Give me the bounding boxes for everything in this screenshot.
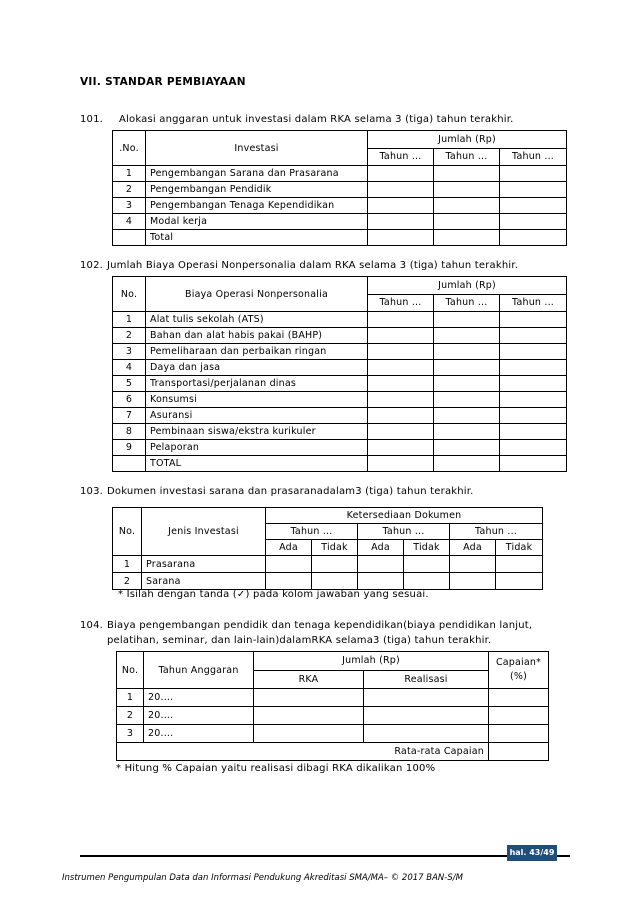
q104-table [116,651,549,761]
table-row-no: 8 [113,424,146,440]
table-row-item: Alat tulis sekolah (ATS) [146,312,368,328]
input-cell[interactable] [434,230,500,246]
input-cell[interactable] [434,360,500,376]
q102-header-year-1: Tahun ... [368,294,434,312]
input-cell[interactable] [500,424,567,440]
input-cell[interactable] [364,689,489,707]
input-cell[interactable] [368,344,434,360]
q102-header-year-3: Tahun ... [500,294,567,312]
input-cell[interactable] [254,725,364,743]
q102-table [112,276,567,472]
check-cell[interactable] [312,556,358,573]
q102-header-jumlah: Jumlah (Rp) [368,277,567,295]
table-row-no: 1 [113,166,146,182]
check-cell[interactable] [450,573,496,590]
table-row-no: 1 [117,689,144,707]
q101-header-jumlah: Jumlah (Rp) [368,131,567,149]
input-cell[interactable] [500,166,567,182]
q102-number: 102. [80,260,104,271]
q102-header-no: No. [113,277,146,312]
table-row-no: 6 [113,392,146,408]
q104-header-realisasi: Realisasi [364,670,489,689]
q104-header-capaian [489,652,549,689]
table-row-item: 20.... [144,725,254,743]
input-cell[interactable] [434,344,500,360]
q101-table [112,130,567,246]
input-cell[interactable] [500,230,567,246]
check-cell[interactable] [358,573,404,590]
input-cell[interactable] [500,456,567,472]
table-row-item: Pengembangan Tenaga Kependidikan [146,198,368,214]
table-row-no: 4 [113,360,146,376]
q104-header-capaian-line2: (%) [509,671,528,682]
table-row-no: 4 [113,214,146,230]
q104-header-no: No. [117,652,144,689]
input-cell[interactable] [368,182,434,198]
q101-text: Alokasi anggaran untuk investasi dalam RKA selama 3 (tiga) tahun terakhir. [119,114,514,125]
table-row-item: Pemeliharaan dan perbaikan ringan [146,344,368,360]
q103-header-tidak: Tidak [496,540,543,556]
input-cell[interactable] [368,360,434,376]
section-title: VII. STANDAR PEMBIAYAAN [80,76,246,88]
input-cell[interactable] [489,743,549,761]
check-cell[interactable] [496,556,543,573]
input-cell[interactable] [434,376,500,392]
q102-text: Jumlah Biaya Operasi Nonpersonalia dalam RKA selama 3 (tiga) tahun terakhir. [107,260,519,271]
q101-header-item: Investasi [146,131,368,166]
q104-number: 104. [80,620,104,631]
input-cell[interactable] [368,312,434,328]
table-row-no: 9 [113,440,146,456]
input-cell[interactable] [500,440,567,456]
check-cell[interactable] [404,573,450,590]
input-cell[interactable] [434,198,500,214]
q103-header-ketersediaan: Ketersediaan Dokumen [266,508,543,524]
input-cell[interactable] [434,408,500,424]
input-cell[interactable] [368,230,434,246]
q102-header-year-2: Tahun ... [434,294,500,312]
table-row-no: 2 [113,328,146,344]
table-row-item: Prasarana [142,556,266,573]
table-row-no: 1 [113,556,142,573]
table-row-no: 3 [113,198,146,214]
check-cell[interactable] [358,556,404,573]
table-row-item: Konsumsi [146,392,368,408]
q103-header-year-3: Tahun ... [450,524,543,540]
table-row-item: Asuransi [146,408,368,424]
q103-header-ada: Ada [450,540,496,556]
input-cell[interactable] [368,392,434,408]
page-number-badge: hal. 43/49 [507,845,557,861]
q104-header-rka: RKA [254,670,364,689]
input-cell[interactable] [434,214,500,230]
input-cell[interactable] [500,344,567,360]
q101-header-year-3: Tahun ... [500,148,567,166]
input-cell[interactable] [434,456,500,472]
table-row-item: 20.... [144,689,254,707]
input-cell[interactable] [364,725,489,743]
input-cell[interactable] [368,456,434,472]
check-cell[interactable] [450,556,496,573]
check-cell[interactable] [404,556,450,573]
q103-header-no: No. [113,508,142,556]
table-row-item: Sarana [142,573,266,590]
q104-text-line1: Biaya pengembangan pendidik dan tenaga kependidikan(biaya pendidikan lanjut, [107,620,533,631]
q104-header-capaian-line1: Capaian* [495,657,542,668]
check-cell[interactable] [496,573,543,590]
input-cell[interactable] [500,182,567,198]
input-cell[interactable] [434,182,500,198]
table-row-item: 20.... [144,707,254,725]
q103-header-year-2: Tahun ... [358,524,450,540]
q104-text-line2: pelatihan, seminar, dan lain-lain)dalamRKA selama3 (tiga) tahun terakhir. [107,635,492,646]
input-cell[interactable] [500,376,567,392]
input-cell[interactable] [254,689,364,707]
table-row-no: 3 [117,725,144,743]
table-row-item: Daya dan jasa [146,360,368,376]
table-row-no: 1 [113,312,146,328]
q102-header-item: Biaya Operasi Nonpersonalia [146,277,368,312]
table-row-no: 2 [113,573,142,590]
check-cell[interactable] [266,556,312,573]
input-cell[interactable] [434,392,500,408]
table-row-no: 7 [113,408,146,424]
q103-header-item: Jenis Investasi [142,508,266,556]
input-cell[interactable] [364,707,489,725]
table-row-item: Pengembangan Pendidik [146,182,368,198]
input-cell[interactable] [434,312,500,328]
input-cell[interactable] [368,328,434,344]
q101-header-year-1: Tahun ... [368,148,434,166]
table-row-item: Transportasi/perjalanan dinas [146,376,368,392]
input-cell[interactable] [500,408,567,424]
input-cell[interactable] [434,424,500,440]
table-row-no [113,456,146,472]
input-cell[interactable] [368,408,434,424]
input-cell[interactable] [500,214,567,230]
table-row-no: 5 [113,376,146,392]
q103-note: * Isilah dengan tanda (✓) pada kolom jawaban yang sesuai. [118,589,429,600]
q101-header-year-2: Tahun ... [434,148,500,166]
table-row-total: TOTAL [146,456,368,472]
table-row-item: Pembinaan siswa/ekstra kurikuler [146,424,368,440]
table-row-item: Pelaporan [146,440,368,456]
rata-rata-label: Rata-rata Capaian [117,743,489,761]
q104-header-jumlah: Jumlah (Rp) [254,652,489,671]
q104-note: * Hitung % Capaian yaitu realisasi dibagi RKA dikalikan 100% [116,763,436,774]
q103-header-ada: Ada [358,540,404,556]
q101-header-no: .No. [113,131,146,166]
q103-header-year-1: Tahun ... [266,524,358,540]
table-row-item: Pengembangan Sarana dan Prasarana [146,166,368,182]
q103-header-ada: Ada [266,540,312,556]
input-cell[interactable] [434,440,500,456]
footer-divider [80,855,570,857]
q103-table [112,507,543,590]
footer-text: Instrumen Pengumpulan Data dan Informasi Pendukung Akreditasi SMA/MA– © 2017 BAN-S/M [62,873,463,883]
input-cell[interactable] [368,214,434,230]
table-row-item: Modal kerja [146,214,368,230]
table-row-item: Bahan dan alat habis pakai (BAHP) [146,328,368,344]
input-cell[interactable] [434,328,500,344]
table-row-no: 2 [117,707,144,725]
input-cell[interactable] [489,707,549,725]
q103-text: Dokumen investasi sarana dan prasaranadalam3 (tiga) tahun terakhir. [107,486,474,497]
q103-header-tidak: Tidak [404,540,450,556]
input-cell[interactable] [368,440,434,456]
input-cell[interactable] [434,166,500,182]
input-cell[interactable] [500,198,567,214]
input-cell[interactable] [500,328,567,344]
check-cell[interactable] [266,573,312,590]
check-cell[interactable] [312,573,358,590]
input-cell[interactable] [500,392,567,408]
table-row-total: Total [146,230,368,246]
table-row-no [113,230,146,246]
input-cell[interactable] [500,360,567,376]
input-cell[interactable] [368,424,434,440]
input-cell[interactable] [500,312,567,328]
input-cell[interactable] [368,376,434,392]
q104-header-item: Tahun Anggaran [144,652,254,689]
input-cell[interactable] [368,198,434,214]
q103-number: 103. [80,486,104,497]
q103-header-tidak: Tidak [312,540,358,556]
input-cell[interactable] [368,166,434,182]
input-cell[interactable] [489,689,549,707]
q101-number: 101. [80,114,104,125]
table-row-no: 3 [113,344,146,360]
table-row-no: 2 [113,182,146,198]
input-cell[interactable] [254,707,364,725]
input-cell[interactable] [489,725,549,743]
